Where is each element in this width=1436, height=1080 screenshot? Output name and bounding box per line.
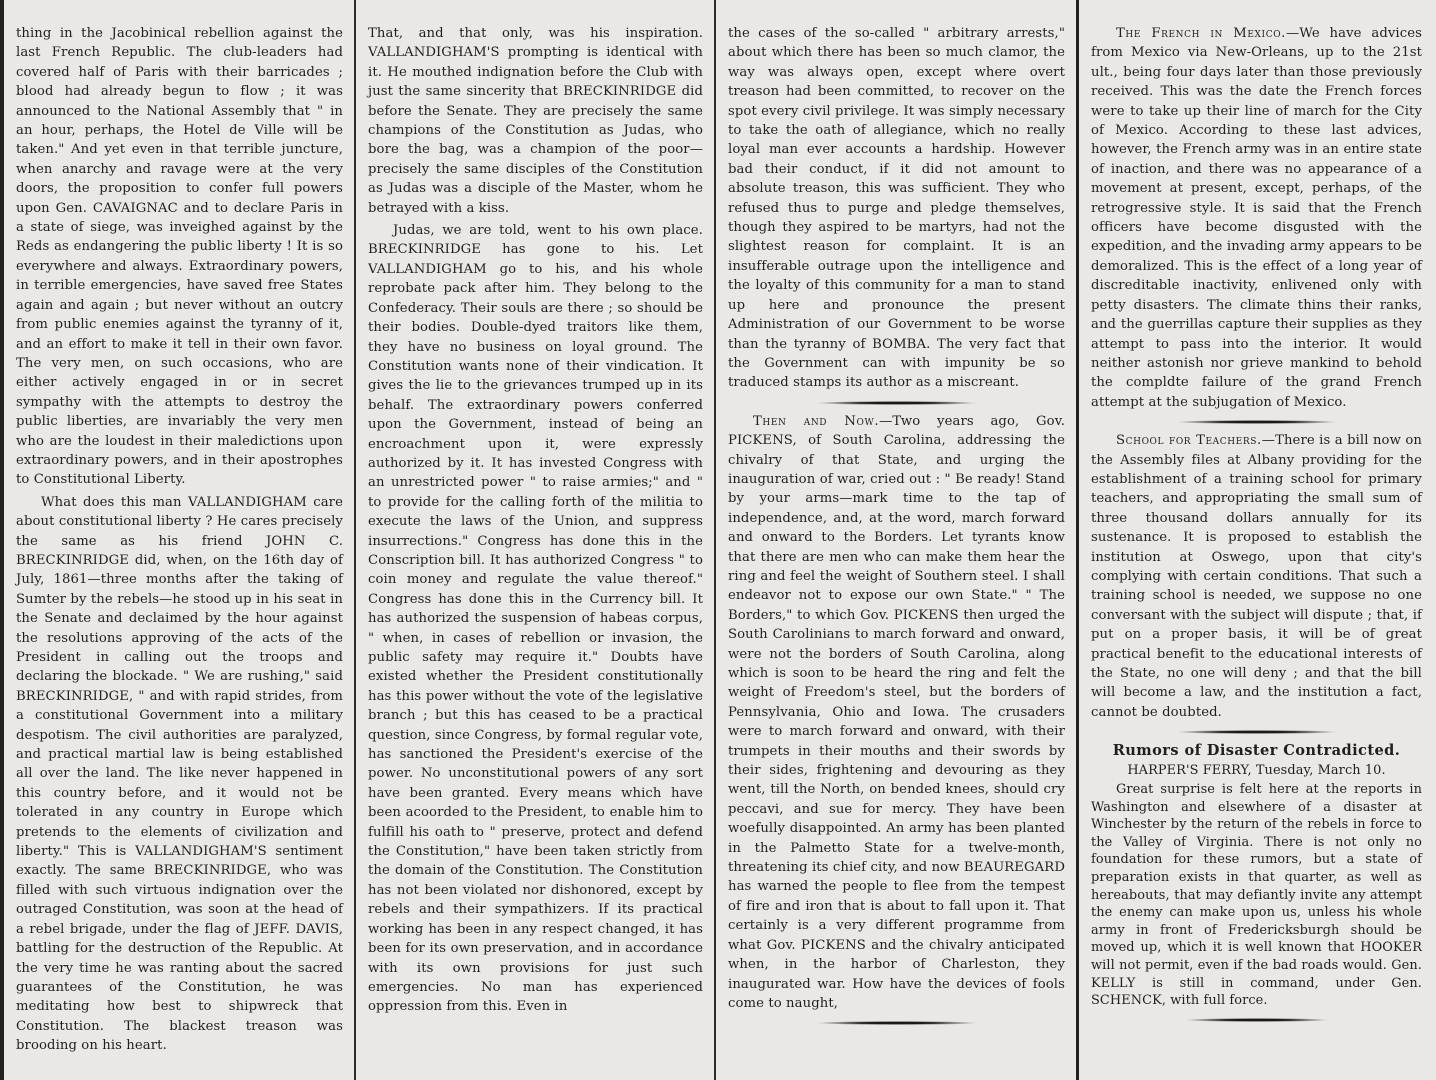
paragraph-judas: Judas, we are told, went to his own place. BRECKINRIDGE has gone to his. Let VALLANDIGHAM go to his, and his whole reprobate pack after him. They belong to the Confederacy. Their souls are there ; so should be their bodies. Double-dyed traitors like them, they have no business on loyal ground. The Constitution wants none of their vindication. It gives the lie to the grievances trumped up in its behalf. The extraordinary powers conferred upon the Government, instead of being an encroachment upon it, were expressly authorized by it. It has invested Congress with an unrestricted power " to raise armies;" and " to provide for the calling forth of the militia to execute the laws of the Union, and suppress insurrections." Congress has done this in the Conscription bill. It has authorized Congress " to coin money and regulate the value thereof." Congress has done this in the Currency bill. It has authorized the suspension of habeas corpus, " when, in cases of rebellion or invasion, the public safety may require it." Doubts have existed whether the President constitutionally has this power without the vote of the legislative branch ; but this has ceased to be a practical question, since Congress, by formal regular vote, has sanctioned the President's exercise of the power. No unconstitutional powers of any sort have been granted. Every means which have been acoorded to the President, to enable him to fulfill his oath to " preserve, protect and defend the Constitution," have been taken strictly from the domain of the Constitution. The Constitution has not been violated nor dishonored, except by rebels and their sympathizers. If its practical working has been in any respect changed, it has been for its own preservation, and in accordance with its own provisions for just such emergencies. No man has experienced oppression from this. Even in xyxy=(368,223,703,1015)
article-divider-rule xyxy=(1173,420,1341,424)
column-3 xyxy=(714,0,1076,1080)
paragraph-vallandigham-liberty: What does this man VALLANDIGHAM care about constitutional liberty ? He cares precisely the same as his friend JOHN C. BRECKINRIDGE did, when, on the 16th day of July, 1861—three months after the taking of Sumter by the rebels—he stood up in his seat in the Senate and declaimed by the hour against the resolutions approving of the acts of the President in calling out the troops and declaring the blockade. " We are rushing," said BRECKINRIDGE, " and with rapid strides, from a constitutional Government into a military despotism. The civil authorities are paralyzed, and practical martial law is being established all over the land. The like never happened in this country before, and it would not be tolerated in any country in Europe which pretends to the elements of civilization and liberty." This is VALLANDIGHAM'S sentiment exactly. The same BRECKINRIDGE, who was filled with such virtuous indignation over the outraged Constitution, was soon at the head of a rebel brigade, under the flag of JEFF. DAVIS, battling for the destruction of the Republic. At the very time he was ranting about the sacred guarantees of the Constitution, he was meditating how best to shipwreck that Constitution. The blackest treason was brooding on his heart. xyxy=(16,494,343,1054)
article-divider-rule xyxy=(813,1021,981,1025)
paragraph-inspiration-continuation: That, and that only, was his inspiration. VALLANDIGHAM'S prompting is identical with it. He mouthed indignation before the Club with just the same sincerity that BRECKINRIDGE did before the Senate. They are precisely the same champions of the Constitution as Judas, who bore the bag, was a champion of the poor—precisely the same disciples of the Constitution as Judas was a disciple of the Master, whom he betrayed with a kiss. xyxy=(368,26,703,216)
article-french-in-mexico-lead: The French in Mexico. xyxy=(1116,26,1286,41)
article-then-and-now-lead: Then and Now. xyxy=(753,413,880,429)
article-french-in-mexico-body: —We have advices from Mexico via New-Orleans, up to the 21st ult., being four days later than those previously received. This was the date the French forces were to take up their line of march for the City of Mexico. According to these last advices, however, the French army was in an entire state of inaction, and there was no appearance of a movement at present, except, perhaps, of the retrogressive style. It is said that the French officers have become disgusted with the expedition, and the invading army appears to be demoralized. This is the effect of a long year of discreditable inactivity, enlivened only with petty disasters. The climate thins their ranks, and the guerrillas capture their supplies as they attempt to pass into the interior. It would neither astonish nor grieve mankind to behold the compldte failure of the grand French attempt at the subjugation of Mexico. xyxy=(1091,26,1422,410)
article-then-and-now xyxy=(728,412,1065,1014)
article-school-for-teachers-lead: School for Teachers. xyxy=(1116,433,1262,449)
article-divider-rule xyxy=(813,401,981,405)
column-1 xyxy=(0,0,354,1080)
paragraph-arbitrary-arrests-continuation: the cases of the so-called " arbitrary arrests," about which there has been so much clamor, the way was always open, except where overt treason had been committed, to recover on the spot every civil privilege. It was simply necessary to take the oath of allegiance, which no really loyal man ever accounts a hardship. However bad their conduct, if it did not amount to absolute treason, this was sufficient. They who refused thus to purge and pledge themselves, though they aspired to be martyrs, had not the slightest reason for complaint. It is an insufferable outrage upon the intelligence and the loyalty of this community for a man to stand up here and pronounce the present Administration of our Government to be worse than the tyranny of BOMBA. The very fact that the Government can with impunity be so traduced stamps its author as a miscreant. xyxy=(728,26,1065,391)
article-school-for-teachers-body: —There is a bill now on the Assembly files at Albany providing for the establishment of a training school for primary teachers, and appropriating the small sum of three thousand dollars annually for its sustenance. It is proposed to establish the institution at Oswego, upon that city's complying with certain conditions. That such a training school is needed, we suppose no one conversant with the subject will dispute ; that, if put on a proper basis, it will be of great practical benefit to the educational interests of the State, no one will deny ; and that the bill will become a law, and the institution a fact, cannot be doubted. xyxy=(1091,433,1422,720)
article-school-for-teachers xyxy=(1091,431,1422,722)
article-then-and-now-body: —Two years ago, Gov. PICKENS, of South Carolina, addressing the chivalry of that State, and urging the inauguration of war, cried out : " Be ready! Stand by your arms—mark time to the tap of independence, and, at the word, march forward and onward to the Borders. Let tyrants know that there are men who can make them hear the ring and feel the weight of Southern steel. I shall endeavor not to expose our own State." " The Borders," to which Gov. PICKENS then urged the South Carolinians to march forward and onward, were not the borders of South Carolina, along which is soon to be heard the ring and felt the weight of Freedom's steel, but the borders of Pennsylvania, Ohio and Iowa. The crusaders were to march forward and onward, with their trumpets in their mouths and their swords by their sides, frightening and devouring as they went, till the North, on bended knees, should cry peccavi, and sue for mercy. They have been woefully disappointed. An army has been planted in the Palmetto State for a twelve-month, threatening its chief city, and now BEAUREGARD has warned the people to flee from the tempest of fire and iron that is about to fall upon it. That certainly is a very different programme from what Gov. PICKENS and the chivalry anticipated when, in the harbor of Charleston, they inaugurated war. How have the devices of fools come to naught, xyxy=(728,413,1065,1011)
column-4 xyxy=(1076,0,1436,1080)
column-2 xyxy=(354,0,714,1080)
article-french-in-mexico xyxy=(1091,24,1422,412)
article-rumors-dateline: HARPER'S FERRY, Tuesday, March 10. xyxy=(1127,762,1386,778)
paragraph-jacobinical-continuation: thing in the Jacobinical rebellion against the last French Republic. The club-leaders had covered half of Paris with their barricades ; blood had already begun to flow ; it was announced to the National Assembly that " in an hour, perhaps, the Hotel de Ville will be taken." And yet even in that terrible juncture, when anarchy and ravage were at the very doors, the proposition to confer full powers upon Gen. CAVAIGNAC and to declare Paris in a state of siege, was inveighed against by the Reds as endangering the public liberty ! It is so everywhere and always. Extraordinary powers, in terrible emergencies, have saved free States again and again ; but never without an outcry from public enemies against the tyranny of it, and an effort to make it tell in their own favor. The very men, on such occasions, who are either actively engaged in or in secret sympathy with the attempts to destroy the public liberties, are invariably the very men who are the loudest in their maledictions upon extraordinary powers, and in their apostrophes to Constitutional Liberty. xyxy=(16,26,343,488)
article-rumors-body: Great surprise is felt here at the reports in Washington and elsewhere of a disaster at Winchester by the return of the rebels in force to the Valley of Virginia. There is not only no foundation for these rumors, but a state of preparation exists in that quarter, as well as hereabouts, that may defiantly invite any attempt the enemy can make upon us, unless his whole army in front of Fredericksburgh should be moved up, which it is well known that HOOKER will not permit, even if the bad roads would. Gen. KELLY is still in command, under Gen. SCHENCK, with full force. xyxy=(1091,782,1422,1009)
article-rumors-headline: Rumors of Disaster Contradicted. xyxy=(1112,742,1401,760)
article-divider-rule xyxy=(1182,1018,1332,1022)
article-divider-rule xyxy=(1173,730,1341,734)
